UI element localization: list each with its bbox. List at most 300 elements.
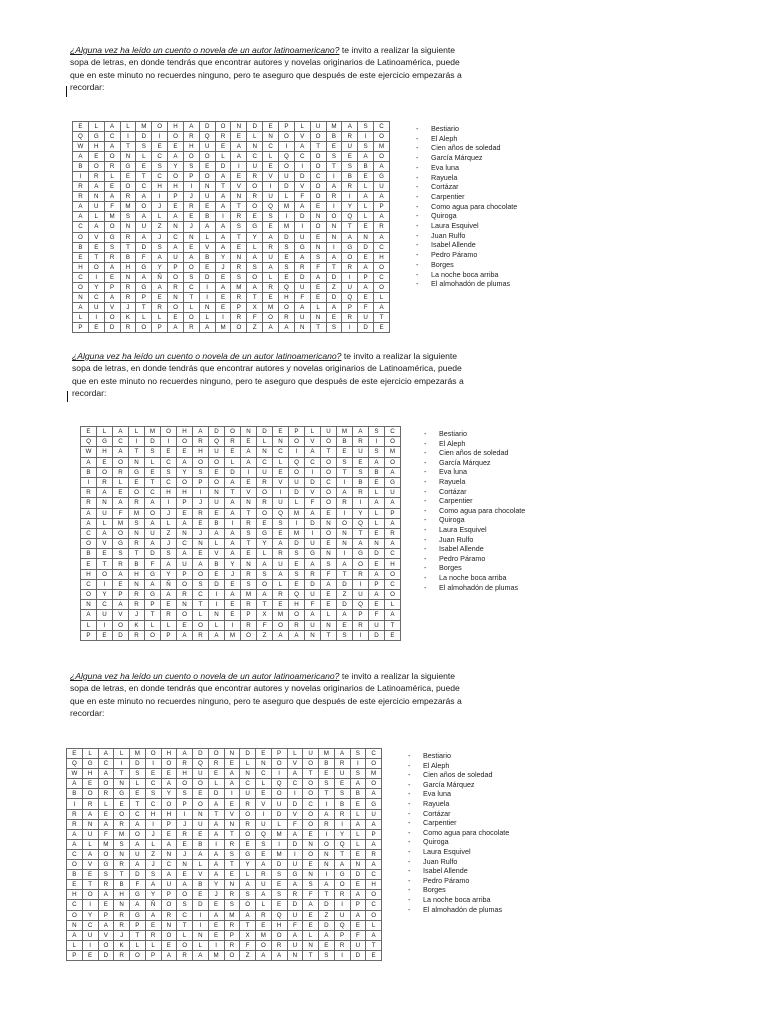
grid-cell: A xyxy=(358,192,374,202)
grid-cell: H xyxy=(82,769,98,779)
grid-cell: Y xyxy=(161,569,177,579)
grid-cell: D xyxy=(287,799,303,809)
grid-row xyxy=(67,870,382,880)
grid-cell: Q xyxy=(199,132,215,142)
grid-cell: O xyxy=(310,162,326,172)
grid-cell: R xyxy=(193,630,209,640)
grid-cell: E xyxy=(208,900,224,910)
grid-cell: N xyxy=(177,860,193,870)
grid-cell: E xyxy=(289,579,305,589)
grid-cell: E xyxy=(67,749,83,759)
grid-cell: B xyxy=(209,518,225,528)
grid-cell: E xyxy=(231,172,247,182)
grid-cell: G xyxy=(374,172,390,182)
word-text: Carpentier xyxy=(439,496,473,506)
word-text: Isabel Allende xyxy=(431,240,476,250)
grid-cell: V xyxy=(287,809,303,819)
list-dash: - xyxy=(416,162,419,172)
grid-cell: D xyxy=(136,242,152,252)
grid-cell: O xyxy=(289,467,305,477)
grid-cell: R xyxy=(114,819,130,829)
grid-cell: A xyxy=(215,192,231,202)
grid-cell: A xyxy=(257,559,273,569)
grid-cell: V xyxy=(263,172,279,182)
grid-cell: M xyxy=(98,839,114,849)
list-dash: - xyxy=(416,182,419,192)
grid-cell: A xyxy=(183,122,199,132)
grid-cell: Q xyxy=(209,437,225,447)
grid-cell: F xyxy=(130,880,146,890)
word-text: Pedro Páramo xyxy=(431,250,478,260)
grid-cell: A xyxy=(294,302,310,312)
grid-cell: E xyxy=(303,829,319,839)
grid-cell: O xyxy=(183,312,199,322)
grid-cell: O xyxy=(104,312,120,322)
grid-cell: E xyxy=(129,477,145,487)
list-dash: - xyxy=(424,582,427,592)
grid-row xyxy=(67,779,382,789)
grid-cell: J xyxy=(183,222,199,232)
grid-cell: O xyxy=(303,779,319,789)
grid-cell: R xyxy=(129,539,145,549)
grid-cell: A xyxy=(98,769,114,779)
grid-row xyxy=(67,940,382,950)
word-text: El Aleph xyxy=(439,438,466,448)
grid-cell: I xyxy=(326,172,342,182)
grid-cell: N xyxy=(241,427,257,437)
grid-cell: D xyxy=(209,427,225,437)
grid-cell: U xyxy=(287,910,303,920)
grid-cell: O xyxy=(98,940,114,950)
grid-cell: A xyxy=(319,930,335,940)
grid-cell: A xyxy=(225,498,241,508)
grid-cell: W xyxy=(67,769,83,779)
grid-cell: C xyxy=(73,222,89,232)
grid-cell: A xyxy=(287,930,303,940)
grid-cell: N xyxy=(193,930,209,940)
grid-cell: T xyxy=(215,182,231,192)
grid-cell: A xyxy=(215,232,231,242)
grid-cell: T xyxy=(231,232,247,242)
intro-line2: sopa de letras, en donde tendrás que encontrar autores y novelas originarios de Latinoamérica, puede xyxy=(70,683,460,694)
grid-cell: B xyxy=(369,467,385,477)
grid-cell: O xyxy=(385,437,401,447)
grid-cell: V xyxy=(113,610,129,620)
grid-cell: O xyxy=(177,890,193,900)
grid-cell: I xyxy=(97,620,113,630)
grid-cell: M xyxy=(289,508,305,518)
grid-cell: R xyxy=(104,162,120,172)
grid-cell: I xyxy=(81,477,97,487)
grid-cell: L xyxy=(321,610,337,620)
grid-cell: I xyxy=(215,312,231,322)
grid-cell: R xyxy=(353,569,369,579)
grid-cell: P xyxy=(161,630,177,640)
grid-cell: W xyxy=(81,447,97,457)
grid-cell: T xyxy=(240,920,256,930)
grid-row xyxy=(67,789,382,799)
grid-cell: T xyxy=(385,620,401,630)
grid-cell: D xyxy=(369,549,385,559)
grid-cell: C xyxy=(294,152,310,162)
grid-cell: O xyxy=(310,152,326,162)
grid-cell: A xyxy=(263,232,279,242)
grid-cell: I xyxy=(337,549,353,559)
word-text: Laura Esquivel xyxy=(423,846,471,856)
grid-cell: P xyxy=(366,829,382,839)
grid-cell: R xyxy=(145,930,161,940)
grid-cell: T xyxy=(114,870,130,880)
grid-cell: A xyxy=(193,950,209,960)
grid-cell: P xyxy=(183,172,199,182)
grid-cell: A xyxy=(130,860,146,870)
grid-cell: O xyxy=(81,590,97,600)
grid-cell: O xyxy=(82,789,98,799)
grid-cell: Y xyxy=(334,829,350,839)
grid-cell: O xyxy=(97,467,113,477)
grid-cell: I xyxy=(183,182,199,192)
grid-cell: Y xyxy=(215,252,231,262)
grid-cell: B xyxy=(67,870,83,880)
grid-cell: A xyxy=(374,302,390,312)
grid-cell: A xyxy=(215,222,231,232)
grid-cell: O xyxy=(67,910,83,920)
grid-cell: R xyxy=(81,488,97,498)
grid-cell: N xyxy=(303,839,319,849)
grid-cell: D xyxy=(369,630,385,640)
grid-cell: O xyxy=(208,749,224,759)
grid-cell: A xyxy=(168,242,184,252)
grid-cell: R xyxy=(208,759,224,769)
grid-cell: F xyxy=(369,610,385,620)
grid-cell: U xyxy=(256,819,272,829)
word-text: El almohadón de plumas xyxy=(439,582,519,592)
grid-cell: C xyxy=(305,457,321,467)
grid-cell: L xyxy=(177,930,193,940)
grid-cell: R xyxy=(193,437,209,447)
grid-cell: V xyxy=(305,437,321,447)
grid-cell: T xyxy=(321,630,337,640)
grid-cell: I xyxy=(273,488,289,498)
grid-cell: H xyxy=(129,569,145,579)
grid-cell: C xyxy=(193,590,209,600)
grid-cell: D xyxy=(145,549,161,559)
word-text: Laura Esquivel xyxy=(431,221,479,231)
grid-cell: T xyxy=(82,880,98,890)
grid-cell: A xyxy=(385,467,401,477)
grid-cell: A xyxy=(225,549,241,559)
grid-cell: N xyxy=(321,518,337,528)
grid-cell: A xyxy=(369,457,385,467)
grid-cell: I xyxy=(145,759,161,769)
grid-cell: X xyxy=(247,302,263,312)
grid-row xyxy=(67,910,382,920)
grid-row xyxy=(67,930,382,940)
grid-cell: A xyxy=(225,528,241,538)
grid-cell: L xyxy=(247,242,263,252)
grid-cell: E xyxy=(256,849,272,859)
grid-cell: A xyxy=(369,590,385,600)
grid-cell: L xyxy=(136,152,152,162)
grid-cell: R xyxy=(231,212,247,222)
grid-cell: P xyxy=(67,950,83,960)
grid-cell: I xyxy=(193,488,209,498)
grid-cell: A xyxy=(294,202,310,212)
grid-cell: L xyxy=(374,292,390,302)
grid-cell: N xyxy=(129,457,145,467)
grid-cell: O xyxy=(177,477,193,487)
grid-cell: I xyxy=(334,900,350,910)
grid-cell: N xyxy=(326,232,342,242)
grid-cell: F xyxy=(305,498,321,508)
grid-cell: T xyxy=(130,930,146,940)
grid-cell: D xyxy=(271,809,287,819)
grid-cell: O xyxy=(271,930,287,940)
grid-cell: S xyxy=(342,162,358,172)
grid-cell: R xyxy=(161,610,177,620)
list-dash: - xyxy=(424,515,427,525)
grid-cell: U xyxy=(263,252,279,262)
grid-cell: E xyxy=(257,518,273,528)
list-dash: - xyxy=(408,779,411,789)
grid-cell: O xyxy=(120,182,136,192)
grid-cell: J xyxy=(208,890,224,900)
grid-cell: J xyxy=(145,860,161,870)
grid-cell: E xyxy=(321,539,337,549)
grid-cell: O xyxy=(67,860,83,870)
grid-cell: X xyxy=(257,610,273,620)
grid-cell: R xyxy=(263,282,279,292)
grid-cell: I xyxy=(305,528,321,538)
grid-cell: T xyxy=(334,849,350,859)
word-text: Rayuela xyxy=(431,172,458,182)
grid-cell: U xyxy=(209,447,225,457)
grid-cell: R xyxy=(289,620,305,630)
grid-cell: R xyxy=(247,172,263,182)
grid-cell: I xyxy=(326,242,342,252)
grid-cell: A xyxy=(257,590,273,600)
grid-cell: O xyxy=(310,222,326,232)
grid-cell: O xyxy=(337,518,353,528)
grid-cell: A xyxy=(152,282,168,292)
intro-question: ¿Alguna vez ha leído un cuento o novela de un autor latinoamericano? xyxy=(70,671,340,681)
grid-cell: E xyxy=(136,162,152,172)
grid-cell: P xyxy=(98,910,114,920)
grid-cell: I xyxy=(358,132,374,142)
grid-cell: O xyxy=(104,152,120,162)
intro-question: ¿Alguna vez ha leído un cuento o novela de un autor latinoamericano? xyxy=(70,45,340,55)
grid-cell: O xyxy=(130,950,146,960)
grid-cell: E xyxy=(310,282,326,292)
grid-cell: L xyxy=(88,212,104,222)
grid-cell: A xyxy=(208,829,224,839)
grid-cell: H xyxy=(120,262,136,272)
grid-cell: A xyxy=(350,819,366,829)
grid-cell: E xyxy=(161,829,177,839)
grid-cell: E xyxy=(177,508,193,518)
grid-cell: A xyxy=(215,172,231,182)
word-text: Carpentier xyxy=(431,191,465,201)
word-text: Como agua para chocolate xyxy=(431,201,518,211)
grid-cell: R xyxy=(224,920,240,930)
grid-cell: U xyxy=(303,749,319,759)
grid-cell: T xyxy=(97,559,113,569)
grid-cell: E xyxy=(81,427,97,437)
grid-cell: E xyxy=(193,518,209,528)
grid-cell: A xyxy=(273,539,289,549)
grid-cell: N xyxy=(161,920,177,930)
grid-cell: Z xyxy=(247,322,263,332)
grid-cell: U xyxy=(88,302,104,312)
grid-cell: E xyxy=(241,477,257,487)
grid-cell: B xyxy=(358,162,374,172)
grid-cell: U xyxy=(247,162,263,172)
grid-cell: C xyxy=(161,860,177,870)
grid-cell: H xyxy=(193,447,209,457)
grid-cell: O xyxy=(256,940,272,950)
grid-cell: A xyxy=(303,900,319,910)
grid-cell: E xyxy=(208,920,224,930)
intro-line3: que en este minuto no recuerdes ninguno, pero te aseguro que después de este ejercicio empezarás a xyxy=(72,375,464,386)
grid-cell: R xyxy=(224,839,240,849)
grid-cell: E xyxy=(256,749,272,759)
grid-cell: L xyxy=(385,600,401,610)
grid-cell: B xyxy=(209,559,225,569)
grid-cell: A xyxy=(350,779,366,789)
grid-cell: A xyxy=(369,498,385,508)
grid-cell: J xyxy=(120,302,136,312)
grid-cell: C xyxy=(168,232,184,242)
list-dash: - xyxy=(424,486,427,496)
grid-cell: D xyxy=(305,579,321,589)
grid-cell: B xyxy=(326,132,342,142)
grid-cell: T xyxy=(303,769,319,779)
grid-cell: E xyxy=(130,789,146,799)
grid-cell: O xyxy=(73,232,89,242)
grid-cell: E xyxy=(374,322,390,332)
intro-question: ¿Alguna vez ha leído un cuento o novela de un autor latinoamericano? xyxy=(72,351,342,361)
grid-cell: V xyxy=(88,232,104,242)
grid-cell: O xyxy=(334,880,350,890)
grid-row xyxy=(67,900,382,910)
grid-cell: O xyxy=(263,312,279,322)
grid-cell: U xyxy=(287,940,303,950)
grid-cell: A xyxy=(161,559,177,569)
grid-cell: A xyxy=(225,590,241,600)
grid-cell: O xyxy=(366,910,382,920)
grid-cell: A xyxy=(305,508,321,518)
grid-cell: Q xyxy=(289,590,305,600)
grid-cell: I xyxy=(161,498,177,508)
grid-cell: O xyxy=(209,457,225,467)
grid-cell: R xyxy=(334,759,350,769)
grid-cell: A xyxy=(366,789,382,799)
grid-cell: N xyxy=(241,498,257,508)
grid-cell: A xyxy=(193,849,209,859)
grid-cell: E xyxy=(326,312,342,322)
grid-cell: I xyxy=(97,579,113,589)
grid-cell: H xyxy=(168,182,184,192)
grid-cell: S xyxy=(358,122,374,132)
grid-cell: C xyxy=(385,427,401,437)
grid-cell: A xyxy=(385,610,401,620)
word-text: García Márquez xyxy=(423,779,475,789)
list-dash: - xyxy=(424,467,427,477)
grid-cell: B xyxy=(342,172,358,182)
word-text: García Márquez xyxy=(431,153,483,163)
grid-cell: U xyxy=(257,467,273,477)
grid-cell: L xyxy=(247,132,263,142)
grid-cell: E xyxy=(225,447,241,457)
grid-cell: O xyxy=(98,779,114,789)
grid-cell: Y xyxy=(342,202,358,212)
grid-cell: A xyxy=(130,839,146,849)
grid-cell: H xyxy=(168,122,184,132)
word-text: Borges xyxy=(423,885,446,895)
grid-cell: D xyxy=(326,272,342,282)
grid-cell: R xyxy=(231,292,247,302)
grid-cell: J xyxy=(161,508,177,518)
grid-cell: L xyxy=(209,620,225,630)
grid-cell: N xyxy=(81,600,97,610)
grid-cell: I xyxy=(215,212,231,222)
grid-cell: T xyxy=(183,292,199,302)
grid-cell: P xyxy=(350,900,366,910)
grid-cell: B xyxy=(334,799,350,809)
grid-cell: H xyxy=(67,890,83,900)
grid-cell: E xyxy=(310,202,326,212)
grid-cell: E xyxy=(183,242,199,252)
grid-cell: P xyxy=(385,508,401,518)
word-text: Pedro Páramo xyxy=(423,875,470,885)
grid-cell: L xyxy=(136,312,152,322)
word-text: Isabel Allende xyxy=(439,544,484,554)
grid-cell: O xyxy=(199,172,215,182)
grid-cell: E xyxy=(193,789,209,799)
grid-cell: M xyxy=(145,427,161,437)
grid-cell: G xyxy=(257,528,273,538)
grid-cell: U xyxy=(145,528,161,538)
grid-cell: R xyxy=(73,192,89,202)
grid-cell: S xyxy=(326,152,342,162)
grid-cell: T xyxy=(224,829,240,839)
list-dash: - xyxy=(408,751,411,760)
grid-cell: A xyxy=(294,142,310,152)
grid-cell: N xyxy=(224,880,240,890)
grid-cell: U xyxy=(193,769,209,779)
grid-cell: O xyxy=(303,819,319,829)
grid-cell: O xyxy=(273,620,289,630)
grid-cell: C xyxy=(82,920,98,930)
grid-cell: L xyxy=(358,182,374,192)
grid-cell: O xyxy=(374,262,390,272)
grid-cell: V xyxy=(287,759,303,769)
grid-cell: S xyxy=(289,569,305,579)
grid-cell: A xyxy=(366,930,382,940)
grid-cell: I xyxy=(294,222,310,232)
grid-cell: F xyxy=(294,192,310,202)
grid-cell: M xyxy=(224,910,240,920)
grid-cell: A xyxy=(337,559,353,569)
grid-cell: C xyxy=(177,910,193,920)
grid-row xyxy=(67,799,382,809)
grid-cell: E xyxy=(73,122,89,132)
grid-cell: T xyxy=(129,447,145,457)
grid-cell: B xyxy=(350,789,366,799)
grid-cell: A xyxy=(319,880,335,890)
grid-cell: S xyxy=(145,870,161,880)
grid-cell: P xyxy=(369,579,385,589)
